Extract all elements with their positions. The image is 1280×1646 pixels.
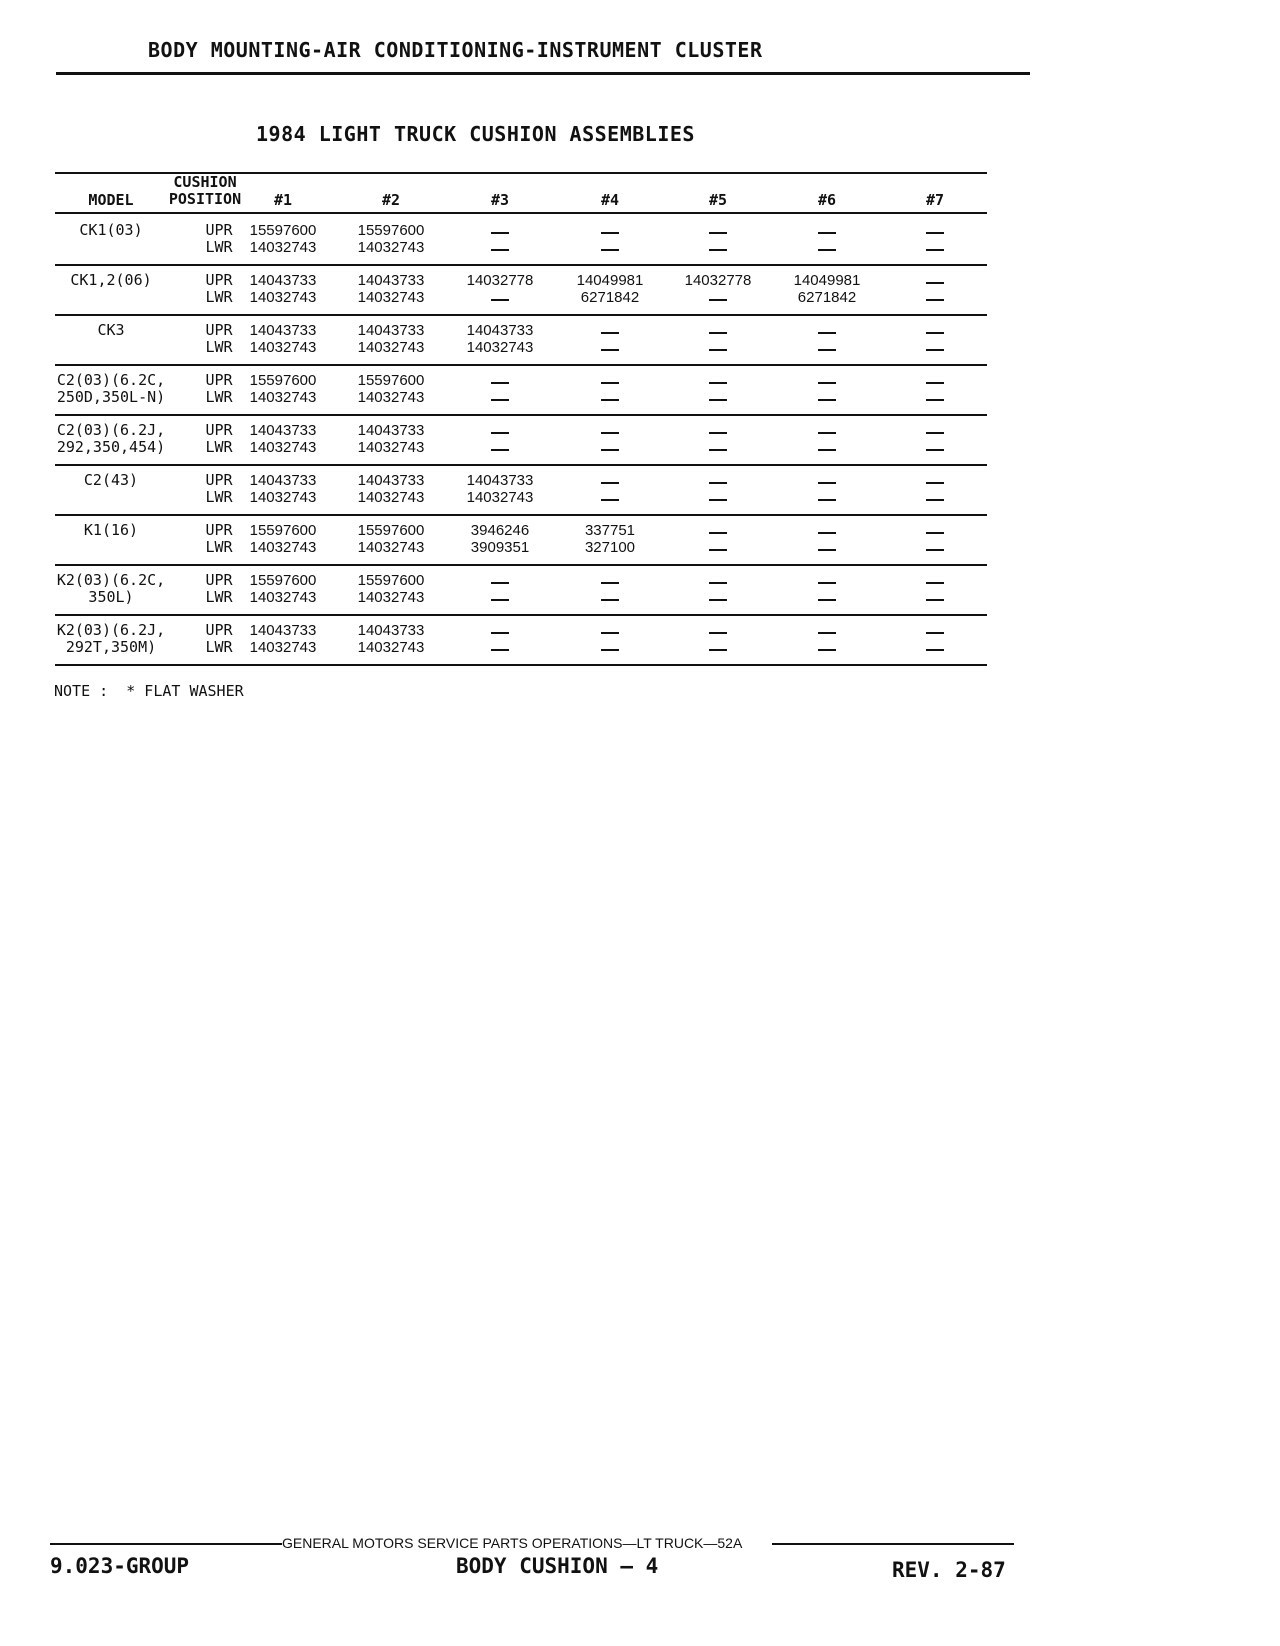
no-part-dash: [601, 649, 619, 651]
part-number: 14043733: [466, 472, 534, 489]
footer-revision: REV. 2-87: [892, 1558, 1006, 1582]
part-number: 14032743: [357, 439, 425, 456]
cushion-position-upr: UPR: [205, 571, 233, 589]
part-number: 14049981: [793, 272, 861, 289]
no-part-dash: [926, 482, 944, 484]
no-part-dash: [818, 649, 836, 651]
no-part-dash: [818, 232, 836, 234]
cushion-position-lwr: LWR: [205, 438, 233, 456]
no-part-dash: [709, 349, 727, 351]
cushion-position-lwr: LWR: [205, 638, 233, 656]
cushion-position-lwr: LWR: [205, 338, 233, 356]
part-number: 14049981: [576, 272, 644, 289]
no-part-dash: [926, 382, 944, 384]
row-divider: [55, 264, 987, 266]
no-part-dash: [926, 449, 944, 451]
no-part-dash: [491, 449, 509, 451]
row-divider: [55, 364, 987, 366]
no-part-dash: [601, 449, 619, 451]
row-divider: [55, 514, 987, 516]
part-number: 14032743: [249, 539, 317, 556]
part-number: 6271842: [580, 289, 640, 306]
row-divider: [55, 614, 987, 616]
model-cell: [70, 272, 151, 289]
no-part-dash: [709, 582, 727, 584]
model-name-line: 292T,350M): [65, 638, 157, 656]
no-part-dash: [818, 432, 836, 434]
part-number: 14032743: [249, 289, 317, 306]
page-header-title: BODY MOUNTING-AIR CONDITIONING-INSTRUMENT CLUSTER: [148, 38, 763, 62]
footer-group-number: 9.023-GROUP: [50, 1554, 190, 1578]
column-header-cushion-position-line: POSITION: [168, 190, 242, 208]
no-part-dash: [818, 549, 836, 551]
no-part-dash: [491, 299, 509, 301]
no-part-dash: [926, 232, 944, 234]
no-part-dash: [709, 482, 727, 484]
no-part-dash: [601, 232, 619, 234]
no-part-dash: [926, 549, 944, 551]
no-part-dash: [926, 332, 944, 334]
no-part-dash: [818, 532, 836, 534]
model-name-line: 292,350,454): [56, 438, 166, 456]
part-number: 15597600: [357, 372, 425, 389]
no-part-dash: [601, 499, 619, 501]
footer-publisher-line: GENERAL MOTORS SERVICE PARTS OPERATIONS—LT TRUCK—52A: [282, 1535, 743, 1551]
no-part-dash: [709, 232, 727, 234]
row-divider: [55, 414, 987, 416]
no-part-dash: [709, 382, 727, 384]
model-name-line: CK1,2(06): [70, 271, 152, 289]
no-part-dash: [818, 599, 836, 601]
part-number: 3946246: [470, 522, 530, 539]
no-part-dash: [709, 299, 727, 301]
part-number: 14032743: [249, 489, 317, 506]
footer-rule-left: [50, 1543, 282, 1545]
part-number: 14043733: [249, 622, 317, 639]
no-part-dash: [926, 282, 944, 284]
no-part-dash: [926, 582, 944, 584]
cushion-position-lwr: LWR: [205, 288, 233, 306]
no-part-dash: [601, 582, 619, 584]
model-cell: [79, 222, 142, 239]
footer-rule-right: [772, 1543, 1014, 1545]
no-part-dash: [601, 632, 619, 634]
table-title: 1984 LIGHT TRUCK CUSHION ASSEMBLIES: [256, 122, 695, 146]
part-number: 14032743: [466, 339, 534, 356]
no-part-dash: [601, 382, 619, 384]
part-number: 327100: [584, 539, 636, 556]
part-number: 14043733: [357, 622, 425, 639]
no-part-dash: [709, 449, 727, 451]
part-number: 6271842: [797, 289, 857, 306]
column-header-2: #2: [381, 191, 401, 209]
part-number: 14043733: [249, 472, 317, 489]
no-part-dash: [709, 599, 727, 601]
no-part-dash: [709, 549, 727, 551]
no-part-dash: [709, 499, 727, 501]
part-number: 14032743: [357, 239, 425, 256]
no-part-dash: [601, 599, 619, 601]
no-part-dash: [491, 382, 509, 384]
model-name-line: 350L): [88, 588, 134, 606]
part-number: 14032743: [249, 589, 317, 606]
no-part-dash: [601, 432, 619, 434]
part-number: 14032743: [249, 339, 317, 356]
no-part-dash: [818, 499, 836, 501]
column-header-4: #4: [600, 191, 620, 209]
part-number: 15597600: [357, 222, 425, 239]
model-cell: [84, 472, 138, 489]
cushion-position-lwr: LWR: [205, 388, 233, 406]
part-number: 14032743: [249, 389, 317, 406]
part-number: 14043733: [357, 272, 425, 289]
no-part-dash: [818, 582, 836, 584]
no-part-dash: [709, 432, 727, 434]
no-part-dash: [601, 349, 619, 351]
no-part-dash: [926, 499, 944, 501]
no-part-dash: [709, 332, 727, 334]
model-cell: [97, 322, 124, 339]
model-name-line: K2(03)(6.2C,: [56, 571, 166, 589]
cushion-position-upr: UPR: [205, 271, 233, 289]
no-part-dash: [926, 432, 944, 434]
row-divider: [55, 564, 987, 566]
no-part-dash: [818, 482, 836, 484]
part-number: 3909351: [470, 539, 530, 556]
part-number: 14032743: [357, 339, 425, 356]
column-header-cushion-position: [169, 174, 241, 208]
no-part-dash: [491, 582, 509, 584]
column-header-3: #3: [490, 191, 510, 209]
no-part-dash: [709, 632, 727, 634]
part-number: 14032778: [466, 272, 534, 289]
cushion-position-upr: UPR: [205, 421, 233, 439]
cushion-position-upr: UPR: [205, 521, 233, 539]
no-part-dash: [926, 249, 944, 251]
table-header-rule: [55, 212, 987, 214]
no-part-dash: [491, 432, 509, 434]
cushion-position-lwr: LWR: [205, 238, 233, 256]
no-part-dash: [601, 399, 619, 401]
no-part-dash: [818, 382, 836, 384]
model-cell: [84, 522, 138, 539]
part-number: 15597600: [249, 222, 317, 239]
part-number: 14032743: [357, 389, 425, 406]
part-number: 15597600: [357, 522, 425, 539]
no-part-dash: [491, 649, 509, 651]
part-number: 14032743: [249, 639, 317, 656]
model-name-line: C2(43): [83, 471, 139, 489]
row-divider: [55, 664, 987, 666]
no-part-dash: [818, 399, 836, 401]
row-divider: [55, 464, 987, 466]
part-number: 14032743: [466, 489, 534, 506]
model-name-line: 250D,350L-N): [56, 388, 166, 406]
part-number: 15597600: [249, 372, 317, 389]
no-part-dash: [491, 599, 509, 601]
cushion-position-lwr: LWR: [205, 588, 233, 606]
model-name-line: CK1(03): [79, 221, 143, 239]
footer-section-title: BODY CUSHION – 4: [456, 1554, 659, 1578]
cushion-position-upr: UPR: [205, 371, 233, 389]
no-part-dash: [818, 349, 836, 351]
no-part-dash: [926, 599, 944, 601]
no-part-dash: [601, 482, 619, 484]
no-part-dash: [601, 332, 619, 334]
no-part-dash: [926, 649, 944, 651]
no-part-dash: [926, 349, 944, 351]
no-part-dash: [601, 249, 619, 251]
cushion-position-lwr: LWR: [205, 538, 233, 556]
part-number: 14032743: [249, 439, 317, 456]
part-number: 14043733: [357, 322, 425, 339]
no-part-dash: [818, 449, 836, 451]
part-number: 14043733: [357, 422, 425, 439]
no-part-dash: [709, 399, 727, 401]
part-number: 14032743: [357, 639, 425, 656]
model-name-line: C2(03)(6.2J,: [56, 421, 166, 439]
part-number: 14043733: [249, 422, 317, 439]
part-number: 14032743: [249, 239, 317, 256]
cushion-position-lwr: LWR: [205, 488, 233, 506]
cushion-position-upr: UPR: [205, 621, 233, 639]
no-part-dash: [926, 532, 944, 534]
model-cell: [57, 572, 165, 606]
column-header-5: #5: [708, 191, 728, 209]
model-name-line: CK3: [97, 321, 125, 339]
part-number: 14032743: [357, 489, 425, 506]
cushion-position-upr: UPR: [205, 321, 233, 339]
no-part-dash: [491, 249, 509, 251]
no-part-dash: [926, 299, 944, 301]
no-part-dash: [491, 632, 509, 634]
model-cell: [57, 622, 165, 656]
cushion-position-upr: UPR: [205, 471, 233, 489]
model-name-line: K2(03)(6.2J,: [56, 621, 166, 639]
cushion-position-upr: UPR: [205, 221, 233, 239]
part-number: 337751: [584, 522, 636, 539]
column-header-model: MODEL: [88, 191, 134, 209]
model-name-line: C2(03)(6.2C,: [56, 371, 166, 389]
part-number: 14043733: [249, 322, 317, 339]
no-part-dash: [709, 249, 727, 251]
table-note: NOTE : * FLAT WASHER: [54, 682, 244, 700]
model-cell: [57, 422, 165, 456]
row-divider: [55, 314, 987, 316]
column-header-cushion-position-line: CUSHION: [173, 173, 237, 191]
part-number: 14032778: [684, 272, 752, 289]
no-part-dash: [709, 649, 727, 651]
part-number: 14043733: [466, 322, 534, 339]
part-number: 14032743: [357, 289, 425, 306]
column-header-6: #6: [817, 191, 837, 209]
part-number: 15597600: [249, 572, 317, 589]
no-part-dash: [926, 399, 944, 401]
model-cell: [57, 372, 165, 406]
part-number: 15597600: [249, 522, 317, 539]
no-part-dash: [491, 399, 509, 401]
column-header-1: #1: [273, 191, 293, 209]
no-part-dash: [818, 332, 836, 334]
model-name-line: K1(16): [83, 521, 139, 539]
part-number: 14032743: [357, 539, 425, 556]
no-part-dash: [818, 249, 836, 251]
part-number: 14043733: [357, 472, 425, 489]
part-number: 14032743: [357, 589, 425, 606]
no-part-dash: [709, 532, 727, 534]
no-part-dash: [818, 632, 836, 634]
part-number: 15597600: [357, 572, 425, 589]
column-header-7: #7: [925, 191, 945, 209]
part-number: 14043733: [249, 272, 317, 289]
no-part-dash: [491, 232, 509, 234]
header-divider: [56, 72, 1030, 75]
no-part-dash: [926, 632, 944, 634]
